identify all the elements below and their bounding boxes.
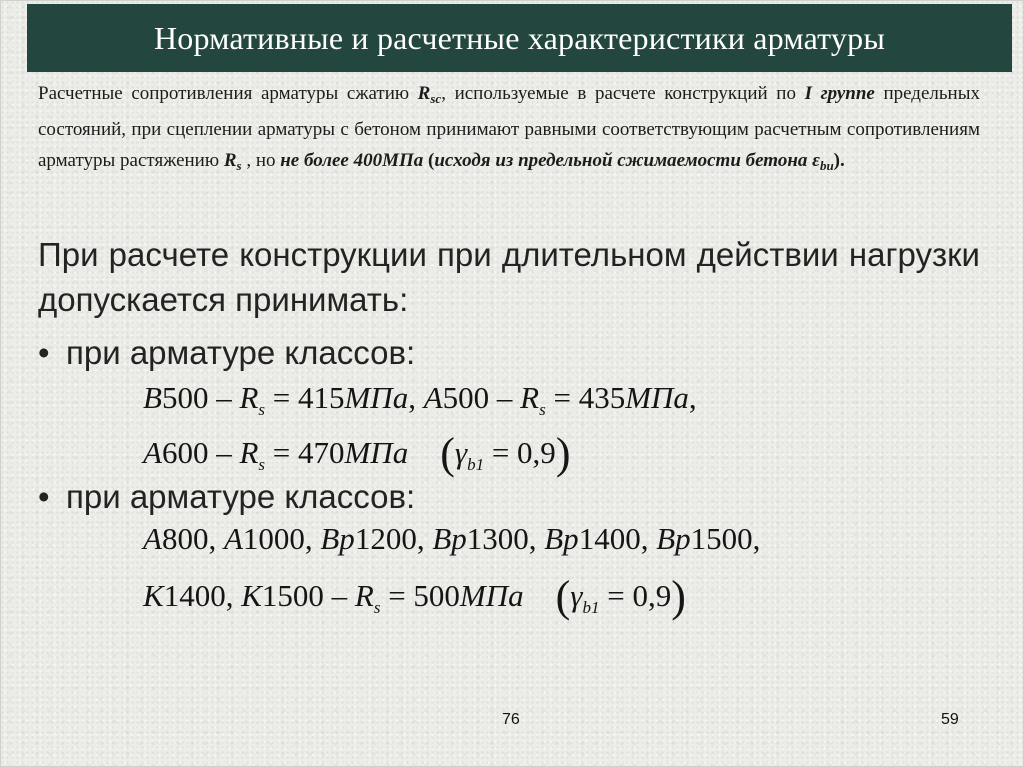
formula-high-strength-classes: A800, A1000, Bp1200, Bp1300, Bp1400, Bp1500, xyxy=(143,521,761,556)
intro-text: , используемые в расчете конструкций по xyxy=(441,83,805,104)
page-number-right: 59 xyxy=(941,711,959,728)
intro-text: Расчетные сопротивления арматуры сжатию xyxy=(38,83,418,104)
limit-emphasis: не более 400МПа xyxy=(280,150,424,171)
symbol-epsilon-bu: $\varepsilon_{bu}$ xyxy=(812,150,834,173)
formula-a600: $A600 - R_s = 470МПа$ $(\gamma_{b1} = 0,9)$ xyxy=(143,429,571,478)
bullet-item xyxy=(38,334,415,372)
slide-title: Нормативные и расчетные характеристики арматуры xyxy=(153,19,886,56)
intro-text: предельных состояний, при сцеплении арматуры с бетоном принимают равными соответствующим расчетным сопротивлениям арматуры растяжению xyxy=(38,83,980,171)
formula-b500-a500: $B500 - R_s = 415МПа$, $A500 - R_s = 435МПа$, xyxy=(143,380,697,419)
lead-paragraph: При расчете конструкции при длительном действии нагрузки допускается принимать: xyxy=(38,236,980,318)
group-emphasis: I группе xyxy=(804,83,875,104)
symbol-rsc: $R_{sc}$ xyxy=(417,83,442,106)
formula-k1400-k1500: K1400, $K1500 - R_s = 500МПа$ $(\gamma_{b1} = 0,9)$ xyxy=(143,572,686,621)
reason-emphasis: исходя из предельной сжимаемости бетона xyxy=(434,150,808,171)
page-number-center: 76 xyxy=(502,711,520,728)
symbol-rs: $R_s$ xyxy=(223,150,242,173)
bullet-text: при арматуре классов: xyxy=(66,478,416,515)
intro-paragraph: Расчетные сопротивления арматуры сжатию $R_{sc}$, используемые в расчете конструкций по I группе предельных состояний, при сцеплении арматуры с бетоном принимают равными соответствующим расчетным сопротивлениям арматуры растяжению $R_s$ , но не более 400МПа (исходя из предельной сжимаемости бетона $\varepsilon_{bu}$). xyxy=(38,83,980,173)
bullet-dot: • xyxy=(38,478,50,515)
title-bar xyxy=(27,4,1012,72)
bullet-text: при арматуре классов: xyxy=(66,334,416,371)
bullet-dot: • xyxy=(38,334,50,371)
bullet-item xyxy=(38,478,415,516)
intro-text: , но xyxy=(241,150,281,171)
